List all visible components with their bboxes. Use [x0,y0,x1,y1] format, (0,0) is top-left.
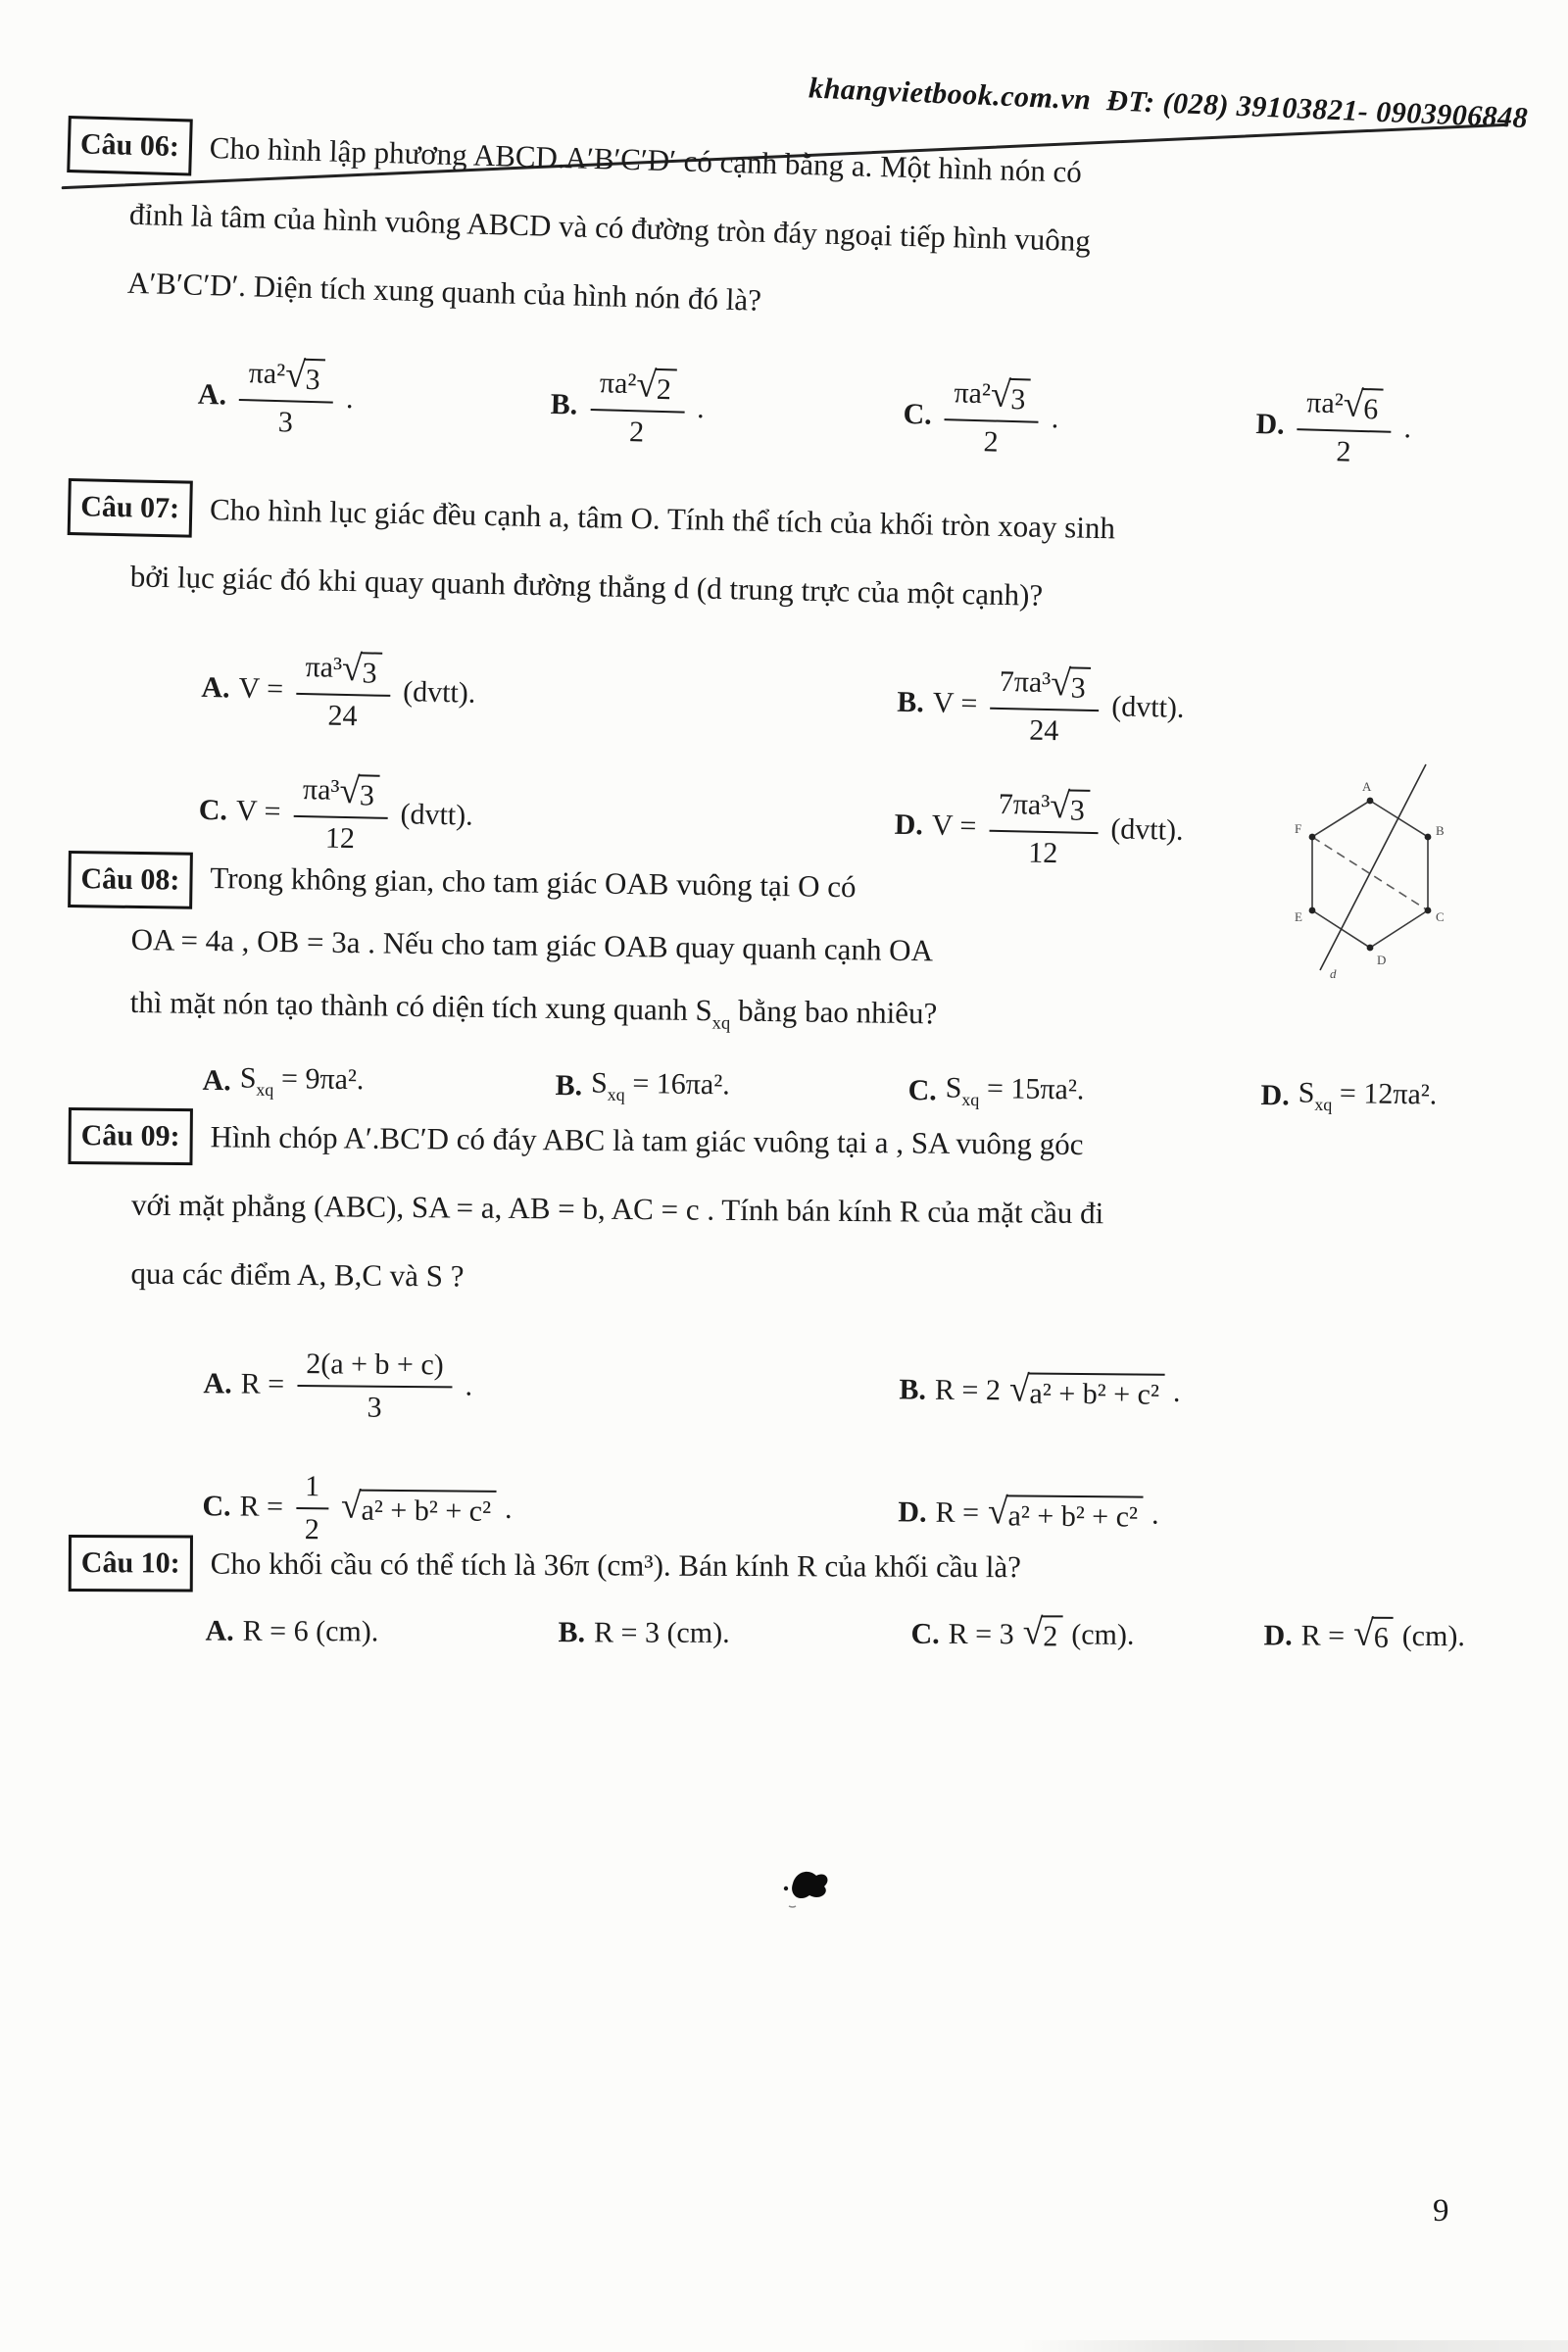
option-letter: A. [205,1614,234,1647]
radical-icon: √ [1008,1368,1030,1410]
value: = 12πa². [1332,1077,1438,1111]
denominator: 3 [367,1391,382,1424]
radicand: 2 [654,368,676,406]
radicand: a² + b² + c² [1027,1372,1164,1410]
sqrt [284,354,326,396]
question-08-line1: Trong không gian, cho tam giác OAB vuông tại O có [210,860,857,905]
option-letter: D. [1263,1618,1293,1651]
fraction [293,770,389,855]
q08-option-b [555,1066,908,1109]
numerator-text: 7πa³ [999,664,1052,699]
radical-icon: √ [341,648,364,689]
radical-icon: √ [340,1485,362,1527]
denominator: 2 [304,1513,319,1546]
question-09 [65,1102,1509,1579]
option-suffix: . [1172,1375,1181,1408]
vertex-dot-f [1309,834,1316,841]
question-06-line2: đỉnh là tâm của hình vuông ABCD và có đường tròn đáy ngoại tiếp hình vuông [128,196,1092,259]
radical-icon: √ [1050,662,1072,704]
option-letter: C. [903,397,933,431]
question-08-line3 [129,971,938,1058]
question-07-line1: Cho hình lục giác đều cạnh a, tâm O. Tính thể tích của khối tròn xoay sinh [209,492,1116,546]
question-10-label: Câu 10: [69,1535,193,1592]
subscript: xq [961,1090,980,1110]
question-09-line3: qua các điểm A, B,C và S ? [130,1255,465,1294]
ink-blot [779,1862,838,1916]
vertex-label-e: E [1295,909,1302,924]
denominator: 3 [277,405,294,439]
sqrt [987,1491,1143,1534]
q06-option-c [902,372,1256,465]
option-lhs: R = [935,1495,980,1530]
option-suffix: . [1151,1497,1159,1531]
denominator: 12 [1028,836,1058,869]
symbol: S [945,1071,962,1105]
header-phone: ĐT: (028) 39103821- 0903906848 [1105,84,1529,135]
option-suffix: (dvtt). [400,798,474,832]
question-07-line2: bởi lục giác đó khi quay quanh đường thẳng d (d trung trực của một cạnh)? [129,559,1044,612]
option-suffix: . [1403,412,1412,445]
option-lhs: R = 3 [948,1617,1014,1650]
option-formula [945,1072,1084,1112]
option-letter: A. [203,1367,232,1400]
option-formula [240,1062,365,1102]
question-09-label: Câu 09: [68,1107,192,1165]
denominator: 24 [327,699,358,732]
q06-option-a [197,353,552,445]
line3-post: bằng bao nhiêu? [730,993,938,1031]
radicand: 6 [1372,1617,1394,1654]
symbol: S [239,1061,257,1096]
radicand: 3 [1008,377,1031,416]
denominator: 12 [324,821,356,855]
radical-icon: √ [1353,1613,1374,1654]
ink-blot-shape [792,1872,827,1898]
sqrt [635,364,677,406]
numerator-text: πa² [248,356,286,390]
option-formula [591,1067,730,1107]
numerator-text: 1 [305,1470,320,1503]
radicand: 3 [1067,789,1090,826]
radical-icon: √ [990,373,1012,416]
radicand: 3 [1068,666,1091,704]
vertex-label-c: C [1436,909,1445,924]
option-letter: C. [198,793,228,827]
option-letter: A. [201,670,230,705]
numerator-text: πa³ [302,772,340,807]
question-09-line2: với mặt phẳng (ABC), SA = a, AB = b, AC = c . Tính bán kính R của mặt cầu đi [130,1187,1104,1231]
option-lhs: V = [235,794,281,828]
option-letter: A. [197,377,227,412]
option-suffix: (cm). [1071,1617,1135,1651]
option-letter: B. [896,685,925,719]
q10-option-d [1263,1613,1508,1654]
fraction [1297,384,1393,469]
vertex-dot-a [1367,798,1374,805]
option-formula: R = 6 (cm). [242,1614,379,1647]
question-08-line2: OA = 4a , OB = 3a . Nếu cho tam giác OAB quay quanh cạnh OA [130,921,934,968]
denominator: 2 [1336,434,1351,468]
option-lhs: R = [1300,1618,1346,1652]
radicand: 3 [358,774,380,811]
question-10-line1: Cho khối cầu có thể tích là 36π (cm³). Bán kính R của khối cầu là? [210,1545,1022,1585]
option-formula: R = 3 (cm). [593,1615,730,1649]
radical-icon: √ [987,1491,1008,1532]
option-lhs: R = [239,1490,284,1523]
radicand: 3 [360,652,382,689]
vertex-label-f: F [1295,821,1302,836]
fraction [297,1346,453,1424]
option-lhs: V = [932,686,978,720]
numerator-text: πa² [599,366,637,400]
option-letter: C. [907,1074,937,1107]
radical-icon: √ [339,770,361,811]
q08-option-a [202,1061,556,1104]
numerator-text: πa² [954,375,992,410]
subscript: xq [256,1080,274,1101]
line3-pre: thì mặt nón tạo thành có diện tích xung quanh S [129,984,713,1028]
option-lhs: V = [931,808,977,843]
option-letter: B. [550,387,578,421]
fraction [295,648,391,732]
option-letter: D. [898,1495,927,1529]
option-letter: A. [202,1064,232,1098]
question-09-line1: Hình chóp A′.BC′D có đáy ABC là tam giác vuông tại a , SA vuông góc [210,1119,1084,1162]
radicand: 6 [1361,387,1384,425]
sqrt [339,770,379,812]
option-suffix: (dvtt). [1110,812,1184,847]
fraction [238,354,334,439]
subscript: xq [1314,1095,1333,1115]
q07-option-b [896,661,1505,756]
option-letter: D. [1255,407,1286,441]
q07-option-a [201,646,899,743]
option-lhs: V = [238,671,284,706]
value: = 15πa². [979,1072,1085,1106]
question-10 [68,1529,1509,1654]
vertex-label-b: B [1436,823,1445,838]
q09-option-b [899,1368,1506,1413]
radicand: 2 [1041,1615,1062,1652]
option-lhs: R = [240,1367,285,1400]
option-suffix: . [696,392,706,425]
q08-option-c [907,1071,1261,1114]
denominator: 2 [628,415,645,449]
radical-icon: √ [1022,1612,1044,1653]
option-suffix: . [1051,402,1059,435]
fraction [944,374,1040,460]
option-letter: B. [555,1069,583,1102]
sqrt [1050,662,1091,705]
question-08 [65,845,1508,1118]
sqrt [341,648,382,690]
vertex-dot-b [1425,834,1432,841]
fraction [989,662,1100,747]
ink-smear [789,1906,796,1907]
numerator-text: πa² [1305,385,1345,419]
q09-option-d [898,1491,1505,1536]
q06-option-d [1254,382,1501,471]
question-07-label: Câu 07: [68,478,193,538]
question-06-label: Câu 06: [67,116,192,176]
option-letter: D. [894,808,924,842]
sqrt [990,373,1031,416]
question-06 [59,110,1508,492]
option-letter: D. [1260,1079,1290,1112]
q06-option-b [550,363,905,455]
page-header [587,63,1529,135]
q10-option-a [205,1614,558,1648]
vertex-label-a: A [1362,779,1372,794]
sqrt [340,1485,496,1528]
subscript: xq [607,1085,625,1105]
value: = 16πa². [624,1067,730,1102]
scan-smudge [1019,2340,1568,2352]
sqrt [1008,1368,1164,1411]
radicand: a² + b² + c² [359,1489,496,1527]
option-letter: B. [558,1615,586,1648]
radical-icon: √ [1049,785,1071,826]
fraction [589,364,685,449]
question-06-line3: A′B′C′D′. Diện tích xung quanh của hình nón đó là? [126,265,762,318]
q10-option-b [558,1616,910,1650]
radical-icon: √ [1343,383,1364,425]
value: = 9πa². [273,1062,365,1097]
symbol: S [590,1066,609,1101]
radical-icon: √ [284,354,307,396]
line3-subscript: xq [711,1012,731,1034]
radicand: a² + b² + c² [1005,1494,1143,1533]
numerator-text: πa³ [305,650,343,684]
option-suffix: (dvtt). [1111,690,1185,724]
vertex-label-d: D [1377,953,1387,967]
ink-dot [784,1886,788,1890]
sqrt [1022,1612,1063,1653]
symbol: S [1298,1076,1315,1110]
option-formula [1298,1077,1437,1117]
option-suffix: (dvtt). [402,675,476,710]
sqrt [1343,383,1384,425]
option-suffix: . [504,1492,513,1525]
denominator: 2 [983,424,1000,459]
denominator: 24 [1028,713,1059,747]
axis-label-d: d [1330,966,1337,981]
option-letter: B. [899,1373,927,1406]
option-suffix: . [465,1369,473,1402]
option-suffix: (cm). [1401,1619,1465,1652]
header-site-url: khangvietbook.com.vn [808,72,1093,117]
option-lhs: R = 2 [934,1373,1002,1407]
radical-icon: √ [635,364,658,406]
numerator-text: 2(a + b + c) [306,1348,444,1382]
q10-option-c [910,1612,1263,1654]
sqrt [1049,785,1090,827]
numerator-text: 7πa³ [998,787,1051,821]
option-letter: C. [202,1490,231,1523]
question-06-line1: Cho hình lập phương ABCD.A′B′C′D′ có cạnh bằng a. Một hình nón có [209,130,1083,189]
radicand: 3 [303,358,325,396]
question-08-label: Câu 08: [68,851,193,909]
option-suffix: . [345,382,355,416]
sqrt [1353,1613,1394,1654]
option-letter: C. [910,1617,940,1650]
page-number: 9 [1433,2193,1449,2229]
q09-option-a [203,1345,900,1428]
